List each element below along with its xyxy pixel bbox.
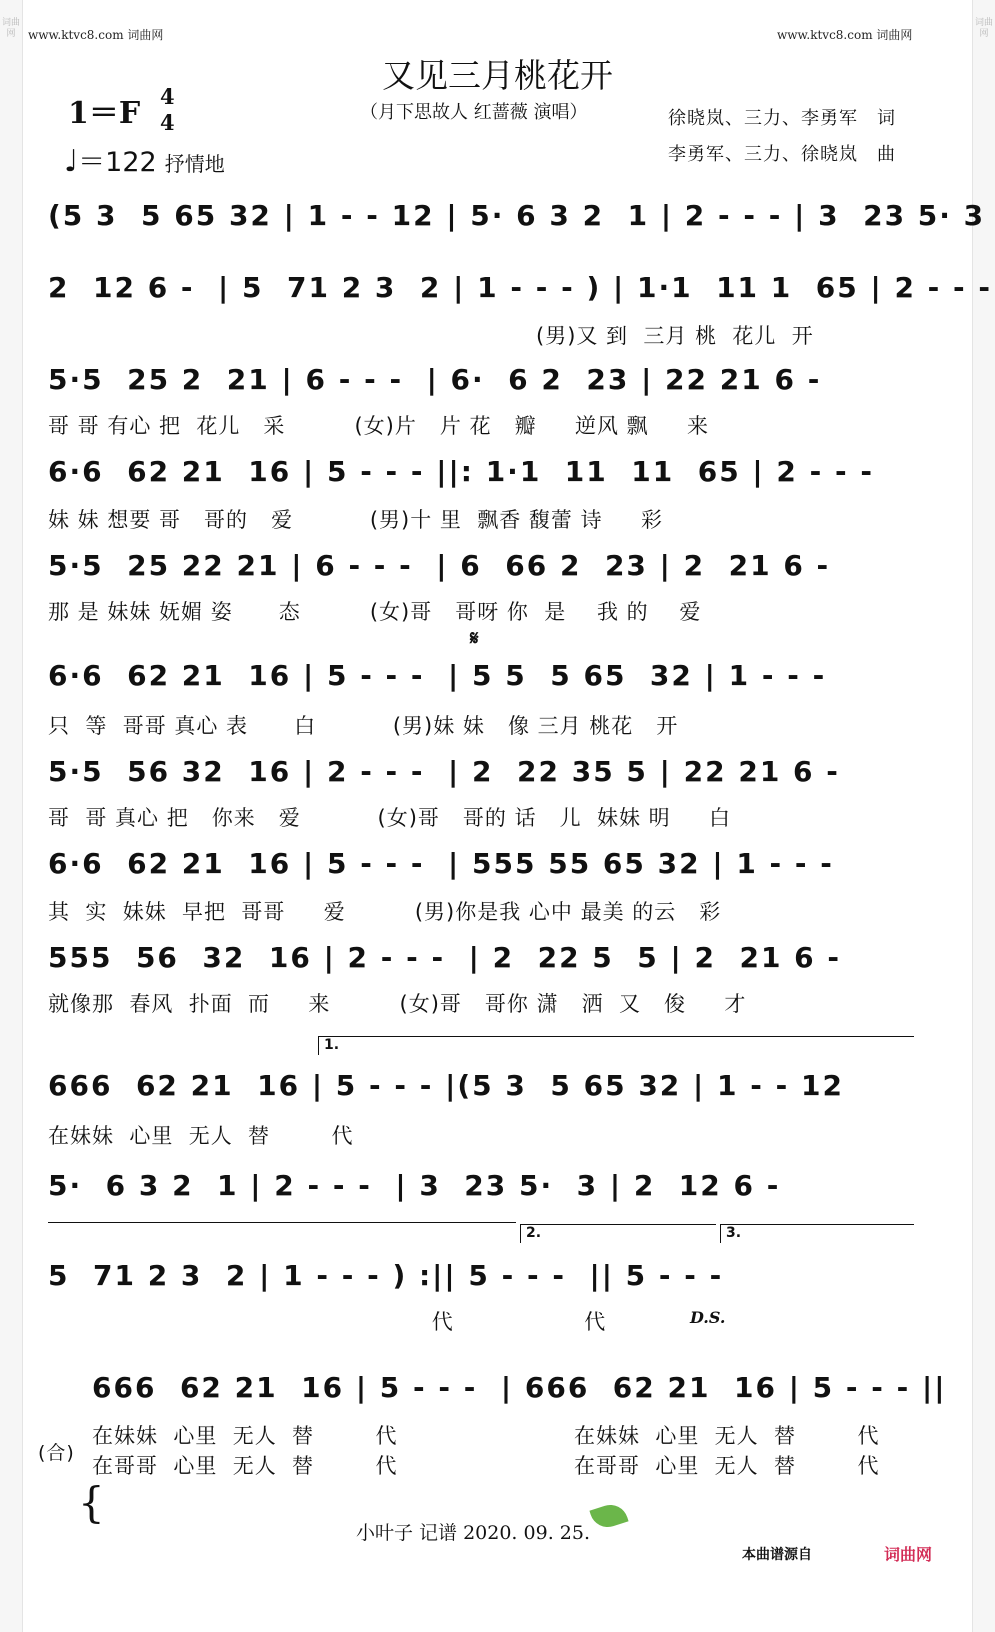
- left-watermark-strip: [0, 0, 23, 1632]
- tempo-marking: [64, 140, 225, 179]
- mood-marking: 抒情地: [164, 152, 225, 176]
- score-row-3: [48, 360, 948, 408]
- score-row-5: [48, 546, 948, 594]
- segno-sign: 𝄋: [470, 626, 479, 650]
- leaf-icon: [589, 1500, 628, 1531]
- volta-third-ending: 3.: [720, 1224, 914, 1243]
- lyricist-credit: 徐晓岚、三力、李勇军 词: [668, 108, 896, 129]
- source-label: 本曲谱源自: [742, 1547, 812, 1563]
- notation-line: 5·5 25 22 21 | 6 - - - | 6 66 2 23 | 2 21 6 -: [48, 549, 831, 582]
- notation-line: 2 12 6 - | 5 71 2 3 2 | 1 - - - ) | 1·1 11 1 65 | 2 - - -: [48, 271, 993, 304]
- transcriber-signature: 小叶子 记谱 2020. 09. 25.: [356, 1522, 590, 1544]
- site-watermark-left[interactable]: www.ktvc8.com 词曲网: [28, 28, 164, 42]
- dal-segno-mark: D.S.: [690, 1308, 726, 1327]
- lyric-line: 代 代: [48, 1310, 607, 1334]
- notation-line: 555 56 32 16 | 2 - - - | 2 22 5 5 | 2 21 6 -: [48, 941, 842, 974]
- tempo-value: ＝122: [78, 147, 157, 178]
- score-row-2: [48, 268, 993, 316]
- lyric-line: 只 等 哥哥 真心 表 白 (男)妹 妹 像 三月 桃花 开: [48, 714, 679, 738]
- score-row-8: [48, 844, 948, 892]
- chorus-brace: {: [78, 1478, 105, 1527]
- composer-credit: 李勇军、三力、徐晓岚 曲: [668, 144, 896, 165]
- lyric-line: 那 是 妹妹 妩媚 姿 态 (女)哥 哥呀 你 是 我 的 爱: [48, 600, 702, 624]
- chorus-line-1: 在妹妹 心里 无人 替 代 在妹妹 心里 无人 替 代: [92, 1424, 880, 1448]
- song-title: 又见三月桃花开: [382, 56, 613, 95]
- song-subtitle: （月下思故人 红蔷薇 演唱）: [360, 102, 588, 123]
- score-row-4: [48, 452, 948, 500]
- notation-line: 6·6 62 21 16 | 5 - - - | 555 55 65 32 | 1 - - -: [48, 847, 834, 880]
- volta-first-ending: 1.: [318, 1036, 914, 1055]
- notation-line: 5 71 2 3 2 | 1 - - - ) :|| 5 - - - || 5 - - -: [48, 1259, 724, 1292]
- score-row-12: [48, 1256, 948, 1304]
- score-row-13: [92, 1368, 947, 1416]
- brand-link[interactable]: 词曲网: [884, 1545, 933, 1564]
- key-signature: 1＝F: [68, 96, 141, 131]
- score-row-9: [48, 938, 948, 986]
- lyric-line: 其 实 妹妹 早把 哥哥 爱 (男)你是我 心中 最美 的云 彩: [48, 900, 722, 924]
- edge-text: 词曲网: [974, 18, 993, 39]
- notation-line: 666 62 21 16 | 5 - - - |(5 3 5 65 32 | 1 - - 12: [48, 1069, 844, 1102]
- site-watermark-right[interactable]: www.ktvc8.com 词曲网: [777, 28, 913, 42]
- notation-line: (5 3 5 65 32 | 1 - - 12 | 5· 6 3 2 1 | 2 - - - | 3 23 5· 3: [48, 199, 986, 232]
- right-watermark-strip: [972, 0, 995, 1632]
- time-signature-top: 4: [160, 84, 175, 109]
- score-row-11: [48, 1166, 948, 1214]
- score-row-7: [48, 752, 948, 800]
- lyric-line: 就像那 春风 扑面 而 来 (女)哥 哥你 潇 洒 又 俊 才: [48, 992, 747, 1016]
- notation-line: 5· 6 3 2 1 | 2 - - - | 3 23 5· 3 | 2 12 6 -: [48, 1169, 781, 1202]
- notation-line: 6·6 62 21 16 | 5 - - - ||: 1·1 11 11 65 | 2 - - -: [48, 455, 874, 488]
- lyric-line: (男)又 到 三月 桃 花儿 开: [536, 324, 814, 348]
- lyric-line: 妹 妹 想要 哥 哥的 爱 (男)十 里 飘香 馥蕾 诗 彩: [48, 508, 663, 532]
- score-row-10: [48, 1066, 948, 1114]
- notation-line: 5·5 56 32 16 | 2 - - - | 2 22 35 5 | 22 21 6 -: [48, 755, 840, 788]
- time-signature-bottom: 4: [160, 110, 175, 135]
- lyric-line: 哥 哥 有心 把 花儿 采 (女)片 片 花 瓣 逆风 飘 来: [48, 414, 710, 438]
- lyric-line: 在妹妹 心里 无人 替 代: [48, 1124, 354, 1148]
- notation-line: 5·5 25 2 21 | 6 - - - | 6· 6 2 23 | 22 21 6 -: [48, 363, 822, 396]
- notation-line: 6·6 62 21 16 | 5 - - - | 5 5 5 65 32 | 1 - - -: [48, 659, 827, 692]
- score-row-1: [48, 196, 986, 244]
- volta-line-continuation: [48, 1222, 516, 1223]
- edge-text: 词曲网: [1, 18, 20, 39]
- volta-second-ending: 2.: [520, 1224, 716, 1243]
- notation-line: 666 62 21 16 | 5 - - - | 666 62 21 16 | 5 - - - ||: [92, 1371, 947, 1404]
- score-row-6: [48, 656, 948, 704]
- chorus-line-2: 在哥哥 心里 无人 替 代 在哥哥 心里 无人 替 代: [92, 1454, 880, 1478]
- quarter-note-icon: ♩: [64, 144, 79, 179]
- chorus-label: (合): [38, 1442, 75, 1464]
- lyric-line: 哥 哥 真心 把 你来 爱 (女)哥 哥的 话 儿 妹妹 明 白: [48, 806, 732, 830]
